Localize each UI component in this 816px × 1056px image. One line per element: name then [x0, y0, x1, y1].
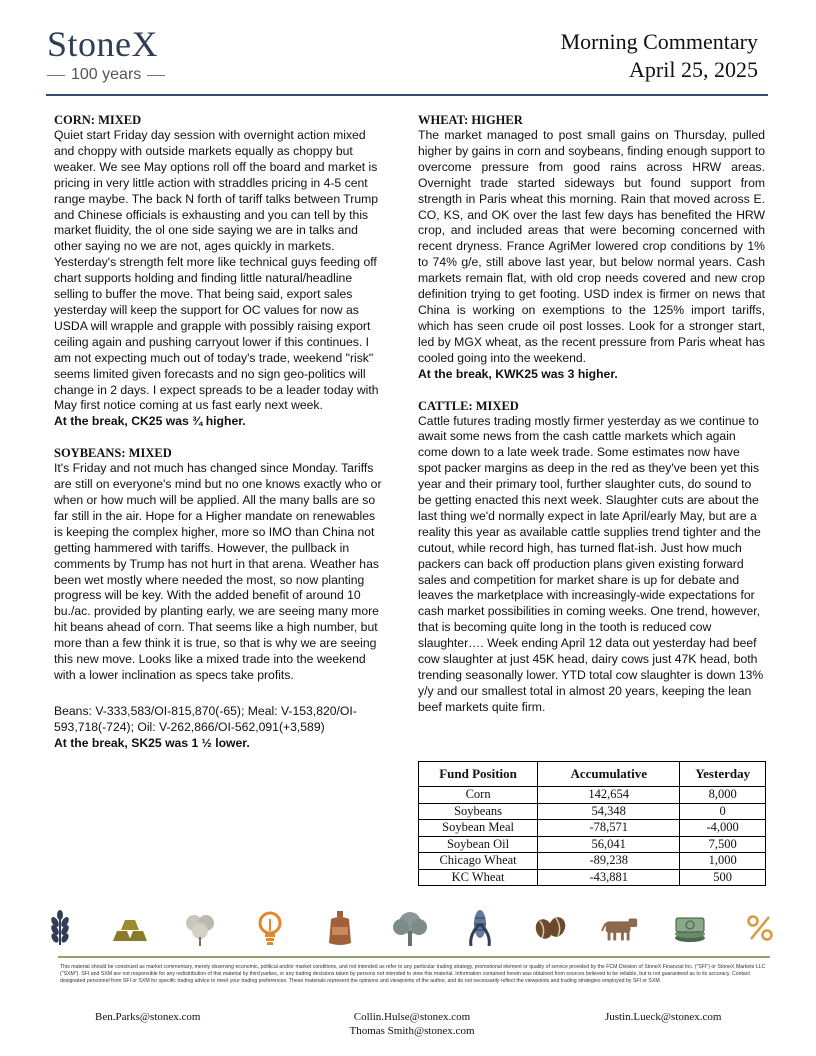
spacer [418, 383, 765, 399]
table-cell: KC Wheat [419, 869, 538, 886]
table-cell: 7,500 [680, 836, 766, 853]
corn-body: Quiet start Friday day session with overnight action mixed and choppy with outside markets equally as choppy but weaker. We see May options roll off the board and market is pricing in very little action with straddles pricing in 4-5 cent range maybe. The back N forth of tariff talks between Trump and Chinese officials is exhausting and you can tell by this market fluidity, the ol one side saying we are in talks and other saying no we are not, ages quickly in markets. Yesterday's strength felt more like technical guys feeding off chart supports holding and finding little natural/headline selling to buffer the move. That being said, export sales yesterday will keep the support for OC values for now as USDA will wrapple and grapple with possibly raising export ceiling again and pushing carryout lower if this continues. I am not expecting much out of today's trade, weekend "risk" seems limited given forecasts and no sign geo-politics will change in 2 days. I expect spreads to be a leader today with May first notice coming at us fast early next week. [54, 128, 379, 413]
cattle-icon [600, 908, 640, 948]
soybeans-heading: SOYBEANS: MIXED [54, 446, 172, 461]
page-date: April 25, 2025 [629, 57, 758, 82]
coffee-beans-icon [530, 908, 570, 948]
table-row [419, 853, 766, 870]
table-cell: -78,571 [538, 820, 680, 837]
cotton-icon [180, 908, 220, 948]
lightbulb-icon [250, 908, 290, 948]
column-header: Yesterday [680, 762, 766, 787]
percent-icon [740, 908, 780, 948]
table-cell: 8,000 [680, 787, 766, 804]
logo-tagline [47, 66, 165, 84]
corn-heading: CORN: MIXED [54, 113, 142, 127]
table-cell: -89,238 [538, 853, 680, 870]
disclaimer-text: This material should be construed as market commentary, merely observing economic, political and/or market conditions, and not intended as refer to any particular trading strategy, promotional element or quality of service provided by the FCM Division of StoneX Financial Inc. ("SFI") or StoneX Markets LLC ("SXM"). SFI and SXM are not responsible for any redistribution of this material by third parties, or any trading decisions taken by persons not intended to view this material. Information contained herein was obtained from sources believed to be reliable, but is not guaranteed as to its accuracy. Contact designated personnel from SFI or SXM for specific trading advice to meet your trading preferences. These materials represent the opinions and viewpoints of the author, and do not necessarily reflect the viewpoints and trading strategies employed by SFI or SXM. [60, 964, 766, 985]
column-header: Fund Position [419, 762, 538, 787]
header-title-block [561, 28, 758, 84]
icons-divider [58, 956, 770, 958]
soybeans-body: It's Friday and not much has changed since Monday. Tariffs are still on everyone's mind but no one knows exactly who or when or how much will be applied. All the many balls are so far still in the air. Hope for a Higher mandate on renewables is keeping the complex higher, more so IMO than China not getting hammered with tariffs. However, the pullback in comments by Trump has not hurt in that arena. Weather has been wet mostly where needed the most, so now planting progress will be key. With the added benefit of around 10 bu./ac. provided by planting early, we are seeing many more hit beans ahead of corn. That seems like a high number, but more than a few think it is true, so that is why we are seeing this new move. Looks like a mixed trade into the weekend with a lower inclination as specs take profits. [54, 461, 382, 682]
table-cell: Soybeans [419, 803, 538, 820]
stonex-logo [47, 24, 165, 84]
table-cell: Corn [419, 787, 538, 804]
table-row [419, 803, 766, 820]
left-column [54, 113, 383, 752]
corn-break: At the break, CK25 was ¾ higher. [54, 414, 246, 429]
spacer [54, 430, 383, 446]
right-column [418, 113, 765, 716]
gold-bars-icon [110, 908, 150, 948]
footer-email: Collin.Hulse@stonex.com [353, 1011, 471, 1023]
table-cell: 1,000 [680, 853, 766, 870]
table-cell: 54,348 [538, 803, 680, 820]
money-icon [670, 908, 710, 948]
tagline-text: 100 years [71, 66, 142, 83]
corn-icon [460, 908, 500, 948]
table-row [419, 836, 766, 853]
table-header-row [419, 762, 766, 787]
table-cell: Chicago Wheat [419, 853, 538, 870]
cattle-body: Cattle futures trading mostly firmer yesterday as we continue to await some news from the cash cattle markets which again come down to a late week trade. Some estimates now have spot packer margins as deep in the red as they've been yet this year and their primary tool, further slaughter cuts, do sound to be getting enacted this next week. Slaughter cuts are about the last thing we'd normally expect in late April/early May, but are a reality this year as available cattle supplies trend tighter and the cutout, while record high, has turned flat-ish. Just how much packers can back off production plans given existing forward sales and competition for market share is up for debate and leaves the marketplace with increasingly-wide expectations for cash market possibilities in coming weeks. One trend, however, that is becoming quite long in the tooth is reduced cow slaughter…. Week ending April 12 data out yesterday had beef cow slaughter at just 45K head, dairy cows just 47K head, both trending seasonally lower. YTD total cow slaughter is down 13% y/y and our smallest total in almost 20 years, keeping the lean beef markets quite firm. [418, 413, 764, 714]
wheat-break: At the break, KWK25 was 3 higher. [418, 366, 618, 381]
soybeans-stats: Beans: V-333,583/OI-815,870(-65); Meal: V-153,820/OI-593,718(-724); Oil: V-262,866/OI-562,091(+3,589) [54, 703, 357, 734]
table-cell: 142,654 [538, 787, 680, 804]
footer-email: Thomas Smith@stonex.com [349, 1025, 475, 1037]
table-cell: 0 [680, 803, 766, 820]
table-cell: 56,041 [538, 836, 680, 853]
table-row [419, 820, 766, 837]
commodity-icons-strip [40, 906, 780, 950]
table-row [419, 787, 766, 804]
table-cell: Soybean Meal [419, 820, 538, 837]
wheat-icon [40, 908, 80, 948]
fund-position-table [418, 761, 766, 886]
footer-contact-left: Ben.Parks@stonex.com [95, 1011, 201, 1023]
table-cell: -4,000 [680, 820, 766, 837]
spacer [54, 684, 383, 704]
footer-contact-center [345, 1010, 479, 1038]
tagline-dash-left [47, 75, 65, 76]
logo-wordmark: StoneX [47, 24, 158, 64]
cattle-heading: CATTLE: MIXED [418, 398, 519, 413]
column-header: Accumulative [538, 762, 680, 787]
table-cell: Soybean Oil [419, 836, 538, 853]
oil-can-icon [320, 908, 360, 948]
footer-contact-right: Justin.Lueck@stonex.com [605, 1011, 722, 1023]
table-cell: -43,881 [538, 869, 680, 886]
header-divider [46, 94, 768, 96]
tagline-dash-right [147, 75, 165, 76]
table-row [419, 869, 766, 886]
wheat-body: The market managed to post small gains on Thursday, pulled higher by gains in corn and soybeans, finding enough support to overcome pressure from good rains across HRW areas. Overnight trade started sideways but found support from strength in Paris wheat this morning. Rain that moved across E. CO, KS, and OK over the last few days has benefited the HRW crop, and included areas that were becoming concerned with recent dryness. France AgriMer lowered crop conditions by 1% to 74% g/e, still above last year, but below normal years. Cash markets remain flat, with old crop needs covered and new crop definition trying to get footing. USD index is firmer on news that China is working on exemptions to the 125% import tariffs, which has seen crude oil post losses. Look for a stronger start, led by MGX wheat, as the recent pressure from Paris wheat has cooled going into the weekend. [418, 128, 765, 365]
tree-icon [390, 908, 430, 948]
soybeans-break: At the break, SK25 was 1 ½ lower. [54, 735, 250, 750]
wheat-heading: WHEAT: HIGHER [418, 113, 523, 127]
page-title: Morning Commentary [560, 29, 758, 54]
table-cell: 500 [680, 869, 766, 886]
